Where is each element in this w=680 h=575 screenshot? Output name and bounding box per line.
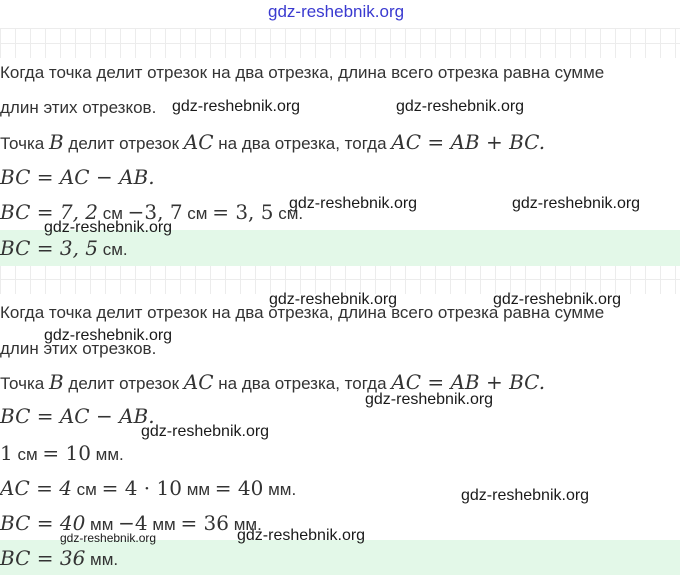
- rule-text-line-3: Когда точка делит отрезок на два отрезка, длина всего отрезка равна сумме: [0, 303, 605, 322]
- grid-band-top: [0, 28, 680, 58]
- calculation-line: BC = 7, 2 см −3, 7 см = 3, 5 см.: [0, 200, 304, 224]
- watermark-top: gdz-reshebnik.org: [268, 2, 405, 21]
- rule-text-line-1: Когда точка делит отрезок на два отрезка, длина всего отрезка равна сумме: [0, 63, 605, 82]
- answer-line-1: BC = 3, 5 см.: [0, 236, 128, 260]
- watermark: gdz-reshebnik.org: [141, 423, 270, 440]
- watermark: gdz-reshebnik.org: [289, 195, 418, 212]
- watermark: gdz-reshebnik.org: [172, 98, 301, 115]
- watermark: gdz-reshebnik.org: [365, 391, 494, 408]
- watermark: gdz-reshebnik.org: [493, 291, 622, 308]
- point-statement: Точка B делит отрезок AC на два отрезка, тогда AC = AB + BC.: [0, 130, 546, 154]
- rule-text-line-4: длин этих отрезков.: [0, 339, 157, 358]
- formula-bc-2: BC = AC − AB.: [0, 404, 155, 428]
- watermark: gdz-reshebnik.org: [512, 195, 641, 212]
- conversion-line: 1 см = 10 мм.: [0, 441, 124, 465]
- watermark: gdz-reshebnik.org: [269, 291, 398, 308]
- formula-bc: BC = AC − AB.: [0, 165, 155, 189]
- watermark-small: gdz-reshebnik.org: [60, 531, 157, 545]
- grid-band-middle: [0, 264, 680, 294]
- watermark: gdz-reshebnik.org: [396, 98, 525, 115]
- ac-calculation: AC = 4 см = 4 · 10 мм = 40 мм.: [0, 476, 297, 500]
- point-statement-2: Точка B делит отрезок AC на два отрезка, тогда AC = AB + BC.: [0, 370, 546, 394]
- watermark: gdz-reshebnik.org: [44, 327, 173, 344]
- watermark: gdz-reshebnik.org: [461, 487, 590, 504]
- rule-text-line-2: длин этих отрезков.: [0, 98, 157, 117]
- bc-calculation: BC = 40 мм −4 мм = 36 мм.: [0, 511, 262, 535]
- watermark: gdz-reshebnik.org: [44, 219, 173, 236]
- answer-line-2: BC = 36 мм.: [0, 546, 119, 570]
- watermark: gdz-reshebnik.org: [237, 527, 366, 544]
